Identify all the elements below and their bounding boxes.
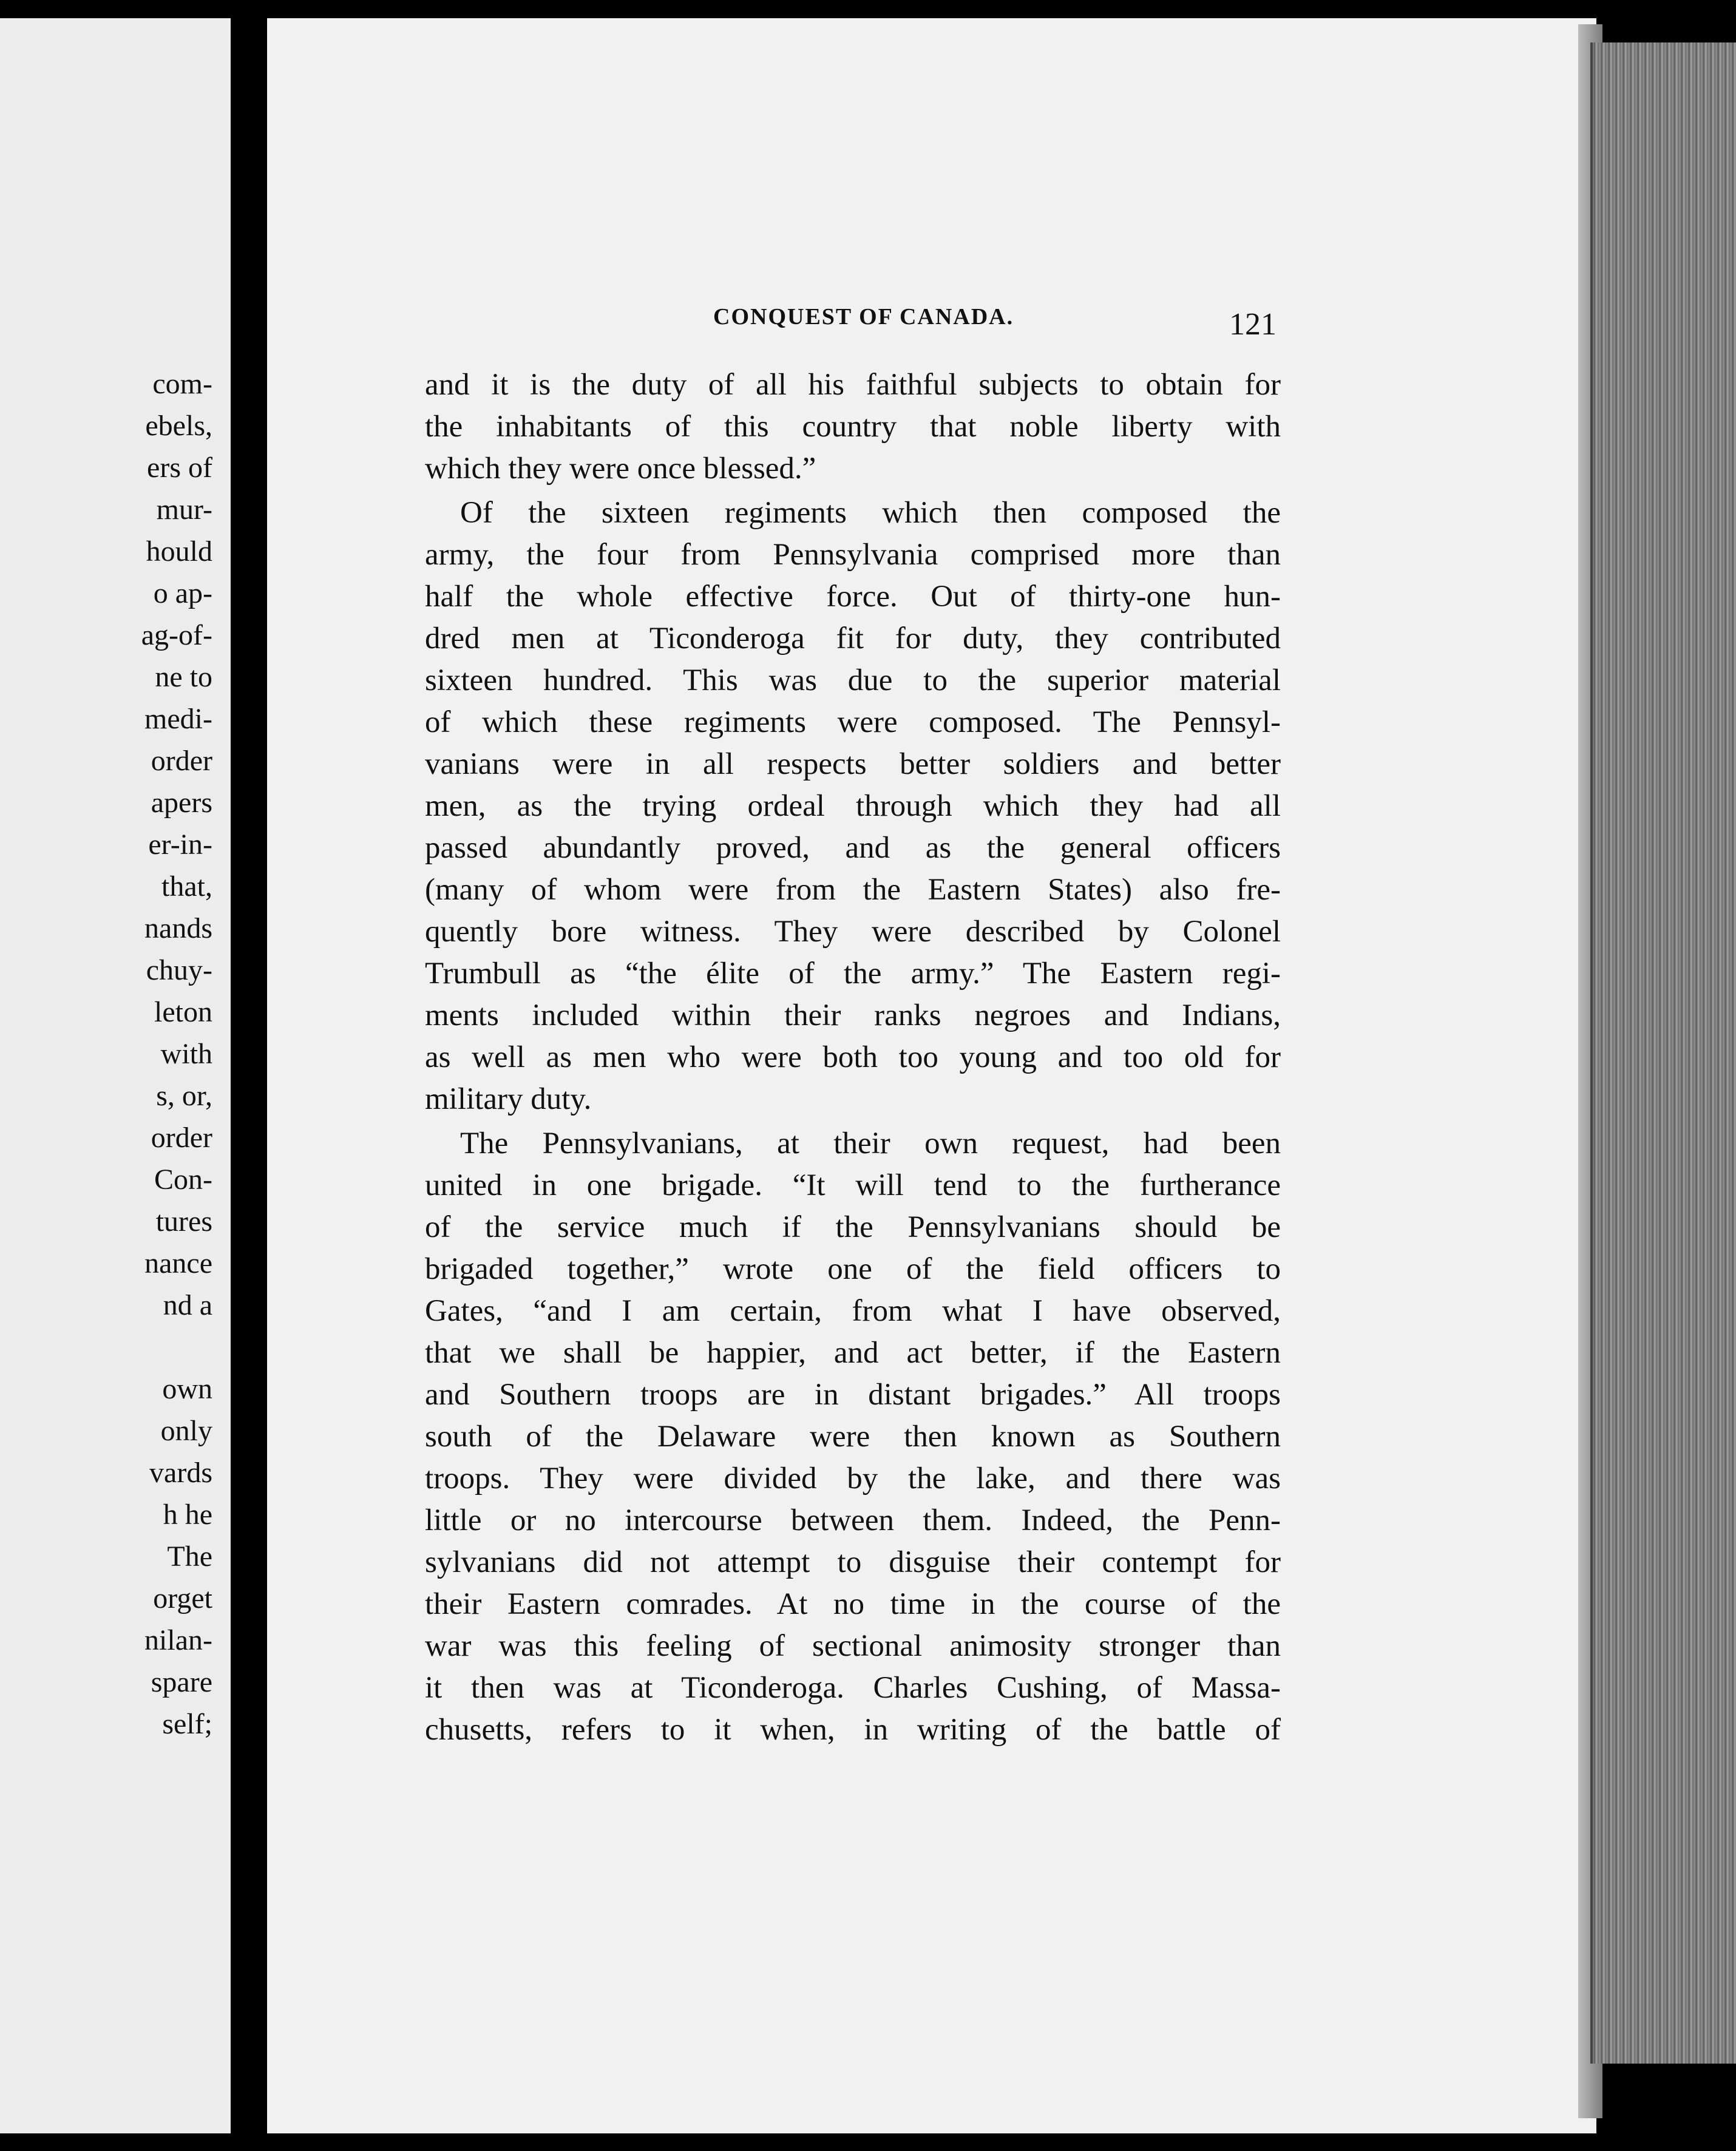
paragraph	[425, 1123, 1281, 1751]
text-line: The Pennsylvanians, at their own request, had been	[460, 1126, 1281, 1160]
previous-page-line: nilan-	[144, 1624, 212, 1656]
previous-page-line: with	[160, 1038, 212, 1070]
text-line: south of the Delaware were then known as Southern	[425, 1420, 1281, 1454]
previous-page-line: order	[151, 745, 212, 777]
book-gutter	[231, 0, 267, 2151]
previous-page-line: own	[162, 1373, 212, 1405]
previous-page-line: hould	[146, 535, 212, 567]
previous-page-line: o ap-	[153, 577, 212, 609]
previous-page-line: ne to	[155, 661, 212, 693]
text-line: and Southern troops are in distant brigades.” All troops	[425, 1378, 1281, 1412]
text-line: of the service much if the Pennsylvanians should be	[425, 1210, 1281, 1244]
previous-page-text-fragments	[0, 363, 212, 1745]
previous-page-line: spare	[151, 1666, 212, 1698]
previous-page-line: self;	[162, 1708, 212, 1740]
text-line: Gates, “and I am certain, from what I have observed,	[425, 1294, 1281, 1328]
previous-page-line: ers of	[147, 452, 212, 484]
paragraph	[425, 364, 1281, 490]
text-line: quently bore witness. They were described by Colonel	[425, 915, 1281, 949]
text-line: sylvanians did not attempt to disguise their contempt for	[425, 1545, 1281, 1579]
text-line: ments included within their ranks negroes and Indians,	[425, 998, 1281, 1032]
previous-page-line: vards	[149, 1457, 212, 1489]
text-line: war was this feeling of sectional animosity stronger than	[425, 1629, 1281, 1663]
previous-page-line: mur-	[156, 493, 212, 526]
previous-page-line: ag-of-	[141, 619, 212, 651]
previous-page-line: ebels,	[145, 410, 212, 442]
text-line: their Eastern comrades. At no time in the course of the	[425, 1587, 1281, 1621]
previous-page-line: order	[151, 1122, 212, 1154]
text-line: it then was at Ticonderoga. Charles Cushing, of Massa-	[425, 1671, 1281, 1705]
text-line: of which these regiments were composed. The Pennsyl-	[425, 705, 1281, 739]
text-line: troops. They were divided by the lake, and there was	[425, 1462, 1281, 1496]
previous-page-line: tures	[155, 1205, 212, 1238]
text-line: passed abundantly proved, and as the general officers	[425, 831, 1281, 865]
text-line: the inhabitants of this country that noble liberty with	[425, 410, 1281, 444]
text-line: Of the sixteen regiments which then composed the	[460, 496, 1281, 530]
previous-page-line: that,	[161, 870, 212, 903]
previous-page-line: orget	[153, 1582, 212, 1614]
text-line: united in one brigade. “It will tend to the furtherance	[425, 1168, 1281, 1202]
previous-page-line: nance	[144, 1247, 212, 1279]
previous-page-line: s, or,	[156, 1080, 212, 1112]
text-line: vanians were in all respects better soldiers and better	[425, 747, 1281, 781]
paragraph	[425, 492, 1281, 1120]
text-line: half the whole effective force. Out of thirty-one hun-	[425, 580, 1281, 614]
previous-page-line: leton	[154, 996, 212, 1028]
text-line: as well as men who were both too young and too old for	[425, 1040, 1281, 1074]
book-fore-edge	[1590, 42, 1736, 2064]
previous-page-line: medi-	[144, 703, 212, 735]
text-line: and it is the duty of all his faithful subjects to obtain for	[425, 368, 1281, 402]
text-line: which they were once blessed.”	[425, 452, 816, 486]
previous-page-line: Con-	[154, 1164, 212, 1196]
previous-page-line: apers	[151, 787, 212, 819]
body-text	[425, 364, 1281, 1751]
previous-page-line	[0, 1326, 212, 1368]
text-line: men, as the trying ordeal through which they had all	[425, 789, 1281, 823]
running-head: CONQUEST OF CANADA.	[713, 304, 1014, 330]
text-line: (many of whom were from the Eastern States) also fre-	[425, 873, 1281, 907]
text-line: sixteen hundred. This was due to the superior material	[425, 663, 1281, 697]
previous-page-line: h he	[163, 1499, 212, 1531]
previous-page-line: The	[167, 1540, 212, 1573]
previous-page-line: er-in-	[148, 828, 212, 861]
text-line: brigaded together,” wrote one of the field officers to	[425, 1252, 1281, 1286]
text-line: army, the four from Pennsylvania comprised more than	[425, 538, 1281, 572]
text-line: military duty.	[425, 1082, 592, 1116]
previous-page-line: com-	[152, 368, 212, 400]
text-line: chusetts, refers to it when, in writing of the battle of	[425, 1713, 1281, 1747]
text-line: little or no intercourse between them. Indeed, the Penn-	[425, 1503, 1281, 1537]
text-line: dred men at Ticonderoga fit for duty, they contributed	[425, 622, 1281, 655]
text-line: that we shall be happier, and act better, if the Eastern	[425, 1336, 1281, 1370]
previous-page-line: nd a	[163, 1289, 212, 1321]
previous-page-line: chuy-	[146, 954, 212, 986]
previous-page-line: nands	[144, 912, 212, 944]
page-number: 121	[1229, 307, 1277, 342]
text-line: Trumbull as “the élite of the army.” The Eastern regi-	[425, 957, 1281, 991]
previous-page	[0, 18, 231, 2133]
previous-page-line: only	[160, 1415, 212, 1447]
